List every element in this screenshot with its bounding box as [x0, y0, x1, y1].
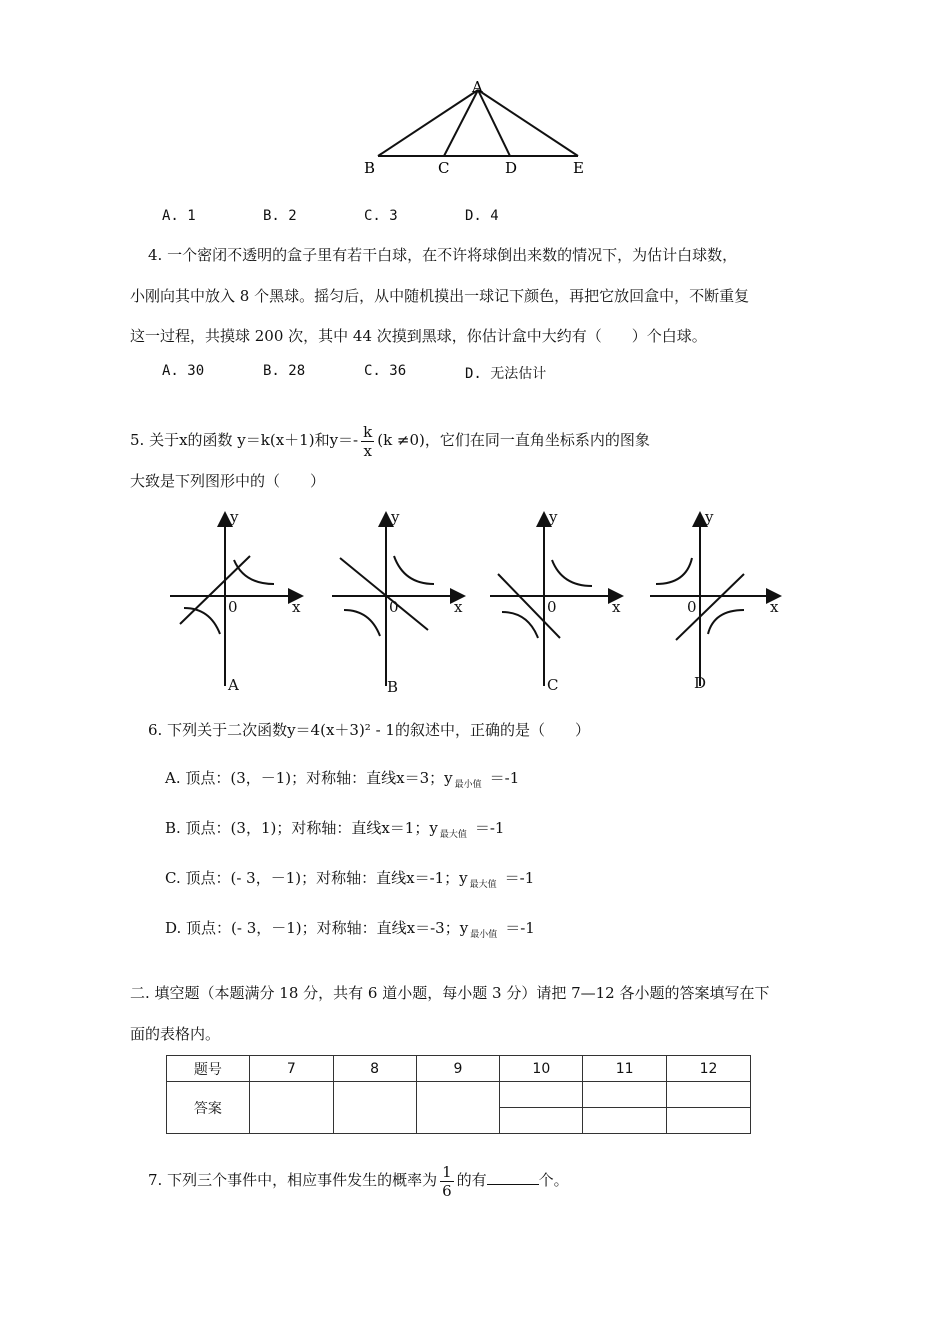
- q5-fraction-denominator: x: [363, 441, 372, 460]
- answer-cell-11-bottom[interactable]: [583, 1108, 667, 1134]
- graph-b-x-label: x: [454, 598, 463, 616]
- q6-option-d-subscript: 最小值: [470, 930, 498, 940]
- q5-graphs: [160, 500, 800, 700]
- q6-option-c-subscript: 最大值: [469, 880, 497, 890]
- q4-option-c: C. 36: [364, 363, 407, 379]
- q6-option-b: [165, 817, 504, 838]
- q6-option-c-text: C. 顶点：(- 3，－1)；对称轴：直线x＝-1；y: [165, 869, 468, 887]
- graph-b-label: B: [387, 678, 399, 696]
- table-number-9: 9: [416, 1056, 500, 1082]
- q7-mid: 的有: [456, 1171, 487, 1189]
- q6-option-a-subscript: 最小值: [454, 780, 482, 790]
- q7-stem: [148, 1160, 569, 1200]
- q3-option-b: B. 2: [263, 208, 297, 224]
- q4-option-b: B. 28: [263, 363, 306, 379]
- answer-cell-9[interactable]: [416, 1082, 500, 1134]
- q6-option-b-text: B. 顶点：(3，1)；对称轴：直线x＝1；y: [165, 819, 438, 837]
- q5-stem-prefix: 5. 关于x的函数 y＝k(x＋1)和y＝-: [130, 431, 359, 449]
- q3-option-d: D. 4: [465, 208, 499, 224]
- q6-option-a: [165, 767, 519, 788]
- graph-d-label: D: [694, 674, 707, 692]
- graph-b-origin: 0: [389, 598, 399, 616]
- table-answer-label: 答案: [167, 1082, 250, 1134]
- label-e: E: [573, 159, 584, 177]
- q7-fraction-denominator: 6: [442, 1181, 452, 1200]
- q6-option-a-text: A. 顶点：(3，－1)；对称轴：直线x＝3；y: [165, 769, 453, 787]
- answer-cell-12-top[interactable]: [667, 1082, 751, 1108]
- segment-ab: [378, 90, 478, 156]
- answer-table: [166, 1055, 751, 1134]
- q6-option-a-tail: ＝-1: [489, 769, 520, 787]
- table-header-label: 题号: [167, 1056, 250, 1082]
- q4-option-d: D. 无法估计: [465, 366, 547, 382]
- q4-line-3: 这一过程，共摸球 200 次，其中 44 次摸到黑球，你估计盒中大约有（ ）个白球。: [130, 327, 707, 345]
- table-number-11: 11: [583, 1056, 667, 1082]
- q6-option-d: [165, 917, 535, 938]
- segment-ac: [444, 90, 478, 156]
- section-2-line-1: 二. 填空题（本题满分 18 分，共有 6 道小题，每小题 3 分）请把 7—12 各小题的答案填写在下: [130, 984, 770, 1002]
- label-d: D: [505, 159, 518, 177]
- q6-stem: 6. 下列关于二次函数y＝4(x＋3)² - 1的叙述中，正确的是（ ）: [148, 721, 590, 739]
- q6-option-b-subscript: 最大值: [439, 830, 467, 840]
- q7-suffix: 个。: [538, 1171, 569, 1189]
- table-number-7: 7: [249, 1056, 333, 1082]
- graph-c-origin: 0: [547, 598, 557, 616]
- q7-fraction-numerator: 1: [442, 1162, 452, 1181]
- q5-stem-line-1: [130, 420, 650, 460]
- table-header-row: [167, 1056, 751, 1082]
- graph-d-origin: 0: [687, 598, 697, 616]
- answer-cell-11-top[interactable]: [583, 1082, 667, 1108]
- q5-stem-suffix: (k ≠0)，它们在同一直角坐标系内的图象: [377, 431, 650, 449]
- q3-triangle-figure: [360, 78, 590, 178]
- q3-option-a: A. 1: [162, 208, 196, 224]
- answer-cell-12-bottom[interactable]: [667, 1108, 751, 1134]
- graph-b-y-label: y: [391, 508, 400, 526]
- q4-option-a: A. 30: [162, 363, 205, 379]
- q5-fraction: [361, 423, 374, 460]
- table-number-12: 12: [667, 1056, 751, 1082]
- q4-line-1: 4. 一个密闭不透明的盒子里有若干白球，在不许将球倒出来数的情况下，为估计白球数，: [148, 246, 738, 264]
- table-number-8: 8: [333, 1056, 416, 1082]
- answer-cell-10-top[interactable]: [500, 1082, 583, 1108]
- table-answer-row-top: [167, 1082, 751, 1108]
- q6-option-c: [165, 867, 534, 888]
- q5-stem-line-2: 大致是下列图形中的（ ）: [130, 472, 326, 490]
- graph-a-label: A: [228, 676, 239, 694]
- answer-cell-8[interactable]: [333, 1082, 416, 1134]
- graph-d: [650, 515, 778, 686]
- q7-fraction: [440, 1163, 454, 1200]
- label-c: C: [438, 159, 450, 177]
- q6-option-c-tail: ＝-1: [504, 869, 535, 887]
- q7-answer-blank[interactable]: [487, 1170, 539, 1185]
- q5-fraction-numerator: k: [363, 422, 373, 441]
- answer-cell-7[interactable]: [249, 1082, 333, 1134]
- q6-option-d-text: D. 顶点：(- 3，－1)；对称轴：直线x＝-3；y: [165, 919, 469, 937]
- graph-d-x-label: x: [770, 598, 779, 616]
- label-b: B: [364, 159, 376, 177]
- graph-c-label: C: [547, 676, 559, 694]
- q6-option-d-tail: ＝-1: [505, 919, 535, 937]
- graph-c-x-label: x: [612, 598, 621, 616]
- q6-option-b-tail: ＝-1: [474, 819, 505, 837]
- table-number-10: 10: [500, 1056, 583, 1082]
- q4-line-2: 小刚向其中放入 8 个黑球。摇匀后，从中随机摸出一球记下颜色，再把它放回盒中，不断重复: [130, 287, 750, 305]
- graph-c-y-label: y: [549, 508, 558, 526]
- section-2-line-2: 面的表格内。: [130, 1025, 221, 1043]
- label-a: A: [472, 78, 483, 96]
- answer-cell-10-bottom[interactable]: [500, 1108, 583, 1134]
- graph-a-y-label: y: [230, 508, 239, 526]
- q3-option-c: C. 3: [364, 208, 398, 224]
- graph-a-origin: 0: [228, 598, 238, 616]
- graph-d-y-label: y: [705, 508, 714, 526]
- graph-a-x-label: x: [292, 598, 301, 616]
- q7-prefix: 7. 下列三个事件中，相应事件发生的概率为: [148, 1171, 438, 1189]
